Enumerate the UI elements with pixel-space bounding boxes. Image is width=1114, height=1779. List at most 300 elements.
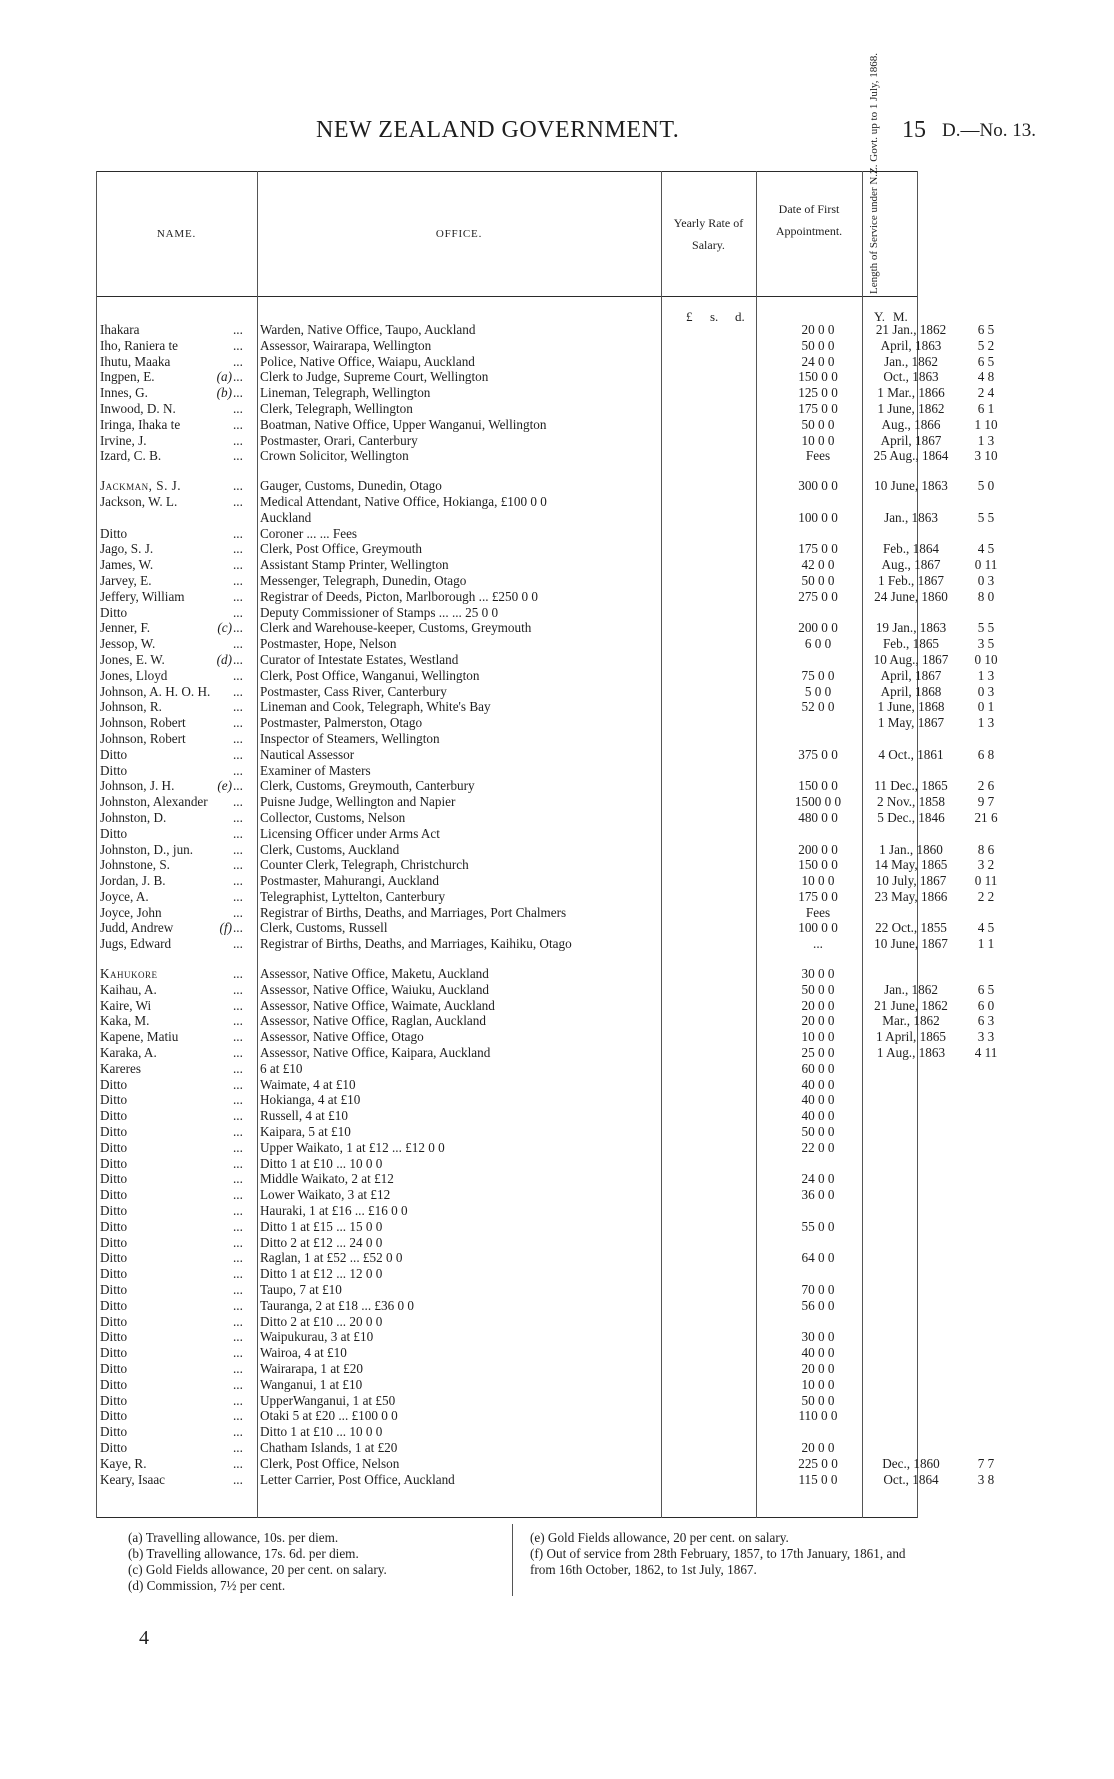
row-office: Medical Attendant, Native Office, Hokianga, £100 0 0 xyxy=(260,493,547,509)
row-note: (a) xyxy=(216,369,232,385)
row-salary: 110 0 0 xyxy=(798,1408,838,1424)
row-date: 1 June, 1868 xyxy=(877,699,945,715)
row-length: 2 4 xyxy=(977,385,995,401)
unit-months: M. xyxy=(893,309,908,324)
row-length: 4 11 xyxy=(974,1045,998,1061)
table-row xyxy=(96,1203,917,1219)
leader-dots: ... xyxy=(233,1060,243,1076)
row-salary: 60 0 0 xyxy=(801,1060,835,1076)
table-row xyxy=(96,920,995,936)
leader-dots: ... xyxy=(233,1139,243,1155)
leader-dots: ... xyxy=(233,1439,243,1455)
table-row xyxy=(96,841,995,858)
row-salary: 150 0 0 xyxy=(798,369,838,385)
row-name: Ditto xyxy=(100,1329,128,1345)
row-office: UpperWanganui, 1 at £50 xyxy=(260,1392,396,1408)
row-office: Coroner ... ... Fees xyxy=(260,525,358,541)
row-length: 7 7 xyxy=(977,1455,995,1471)
table-row xyxy=(96,1124,917,1140)
row-date: 22 Oct., 1855 xyxy=(875,920,947,936)
row-salary: 36 0 0 xyxy=(801,1187,835,1203)
row-length: 0 11 xyxy=(974,557,998,573)
table-row xyxy=(96,997,995,1014)
row-name: Ditto xyxy=(100,525,128,541)
row-office: Telegraphist, Lyttelton, Canterbury xyxy=(260,888,446,904)
row-salary: 200 0 0 xyxy=(798,841,838,857)
row-office: Assessor, Native Office, Otago xyxy=(260,1029,424,1045)
row-length: 8 6 xyxy=(977,841,995,857)
row-name: Jago, S. J. xyxy=(100,541,154,557)
row-office: Clerk, Post Office, Wanganui, Wellington xyxy=(260,667,480,683)
leader-dots: ... xyxy=(233,1013,243,1029)
row-salary: 10 0 0 xyxy=(801,1029,835,1045)
row-office: Gauger, Customs, Dunedin, Otago xyxy=(260,478,442,494)
leader-dots: ... xyxy=(233,1424,243,1440)
leader-dots: ... xyxy=(233,997,243,1013)
row-office: Assessor, Native Office, Waiuku, Auckland xyxy=(260,981,490,997)
row-length: 1 3 xyxy=(977,432,995,448)
row-name: Kaire, Wi xyxy=(100,997,152,1013)
row-office: Clerk, Customs, Greymouth, Canterbury xyxy=(260,778,475,794)
row-office: Lineman and Cook, Telegraph, White's Bay xyxy=(260,699,491,715)
table-row xyxy=(96,353,995,370)
row-name: Karaka, A. xyxy=(100,1045,157,1061)
table-row xyxy=(96,936,995,952)
leader-dots: ... xyxy=(233,888,243,904)
column-header-length: Length of Service under N.Z. Govt. up to 1 July, 1868. xyxy=(868,53,880,294)
row-date: 25 Aug., 1864 xyxy=(873,448,949,464)
row-salary: 20 0 0 xyxy=(801,1439,835,1455)
table-row xyxy=(96,588,995,605)
row-length: 6 0 xyxy=(977,997,995,1013)
row-office: Ditto 2 at £10 ... 20 0 0 xyxy=(260,1313,383,1329)
row-name: Iho, Raniera te xyxy=(100,337,178,353)
row-office: Letter Carrier, Post Office, Auckland xyxy=(260,1471,455,1487)
row-name: Ditto xyxy=(100,1124,128,1140)
row-salary: 175 0 0 xyxy=(798,541,838,557)
table-row xyxy=(96,1219,917,1235)
row-salary: 375 0 0 xyxy=(798,746,838,762)
row-name: Johnson, Robert xyxy=(100,730,186,746)
table-row xyxy=(96,509,995,526)
row-name: Judd, Andrew xyxy=(100,920,174,936)
row-name: Jones, Lloyd xyxy=(100,667,168,683)
row-name: Ditto xyxy=(100,1424,128,1440)
row-date: Aug., 1866 xyxy=(881,416,941,432)
row-length: 5 5 xyxy=(977,620,995,636)
row-salary: 24 0 0 xyxy=(801,353,835,369)
row-length: 6 3 xyxy=(977,1013,995,1029)
table-top-rule xyxy=(96,171,917,172)
table-row xyxy=(96,494,917,510)
row-length: 5 2 xyxy=(977,337,995,353)
row-name: Ditto xyxy=(100,1376,128,1392)
row-date: 21 June, 1862 xyxy=(874,997,948,1013)
row-salary: 30 0 0 xyxy=(801,1329,835,1345)
row-salary: 40 0 0 xyxy=(801,1108,835,1124)
row-office: Ditto 2 at £12 ... 24 0 0 xyxy=(260,1234,383,1250)
table-row xyxy=(96,794,995,810)
footnote-divider xyxy=(512,1524,513,1596)
row-length: 3 8 xyxy=(977,1471,995,1487)
column-header-office: OFFICE. xyxy=(435,228,483,240)
row-salary: Fees xyxy=(805,448,831,464)
table-row xyxy=(96,1314,917,1330)
table-row xyxy=(96,636,995,652)
row-name: James, W. xyxy=(100,557,154,573)
leader-dots: ... xyxy=(233,1376,243,1392)
row-name: Ditto xyxy=(100,1361,128,1376)
row-note: (c) xyxy=(217,620,232,636)
leader-dots: ... xyxy=(233,1218,243,1234)
row-name: Innes, G. xyxy=(100,385,148,401)
row-date: 2 Nov., 1858 xyxy=(876,794,945,810)
row-name: Ditto xyxy=(100,1234,128,1250)
row-name: Jugs, Edward xyxy=(100,936,172,952)
leader-dots: ... xyxy=(233,572,243,588)
row-name: Kaka, M. xyxy=(100,1013,150,1029)
row-length: 4 8 xyxy=(977,369,995,385)
page-number-top: 15 xyxy=(902,117,926,143)
unit-pence: d. xyxy=(735,309,745,324)
row-name: Ditto xyxy=(100,1439,128,1455)
footnote-f: (f) Out of service from 28th February, 1857, to 17th January, 1861, and from 16th October, 1862, to 1st July, 1867. xyxy=(530,1546,906,1577)
row-length: 6 5 xyxy=(977,981,995,997)
row-date: Jan., 1862 xyxy=(884,353,938,369)
leader-dots: ... xyxy=(233,541,243,557)
row-date: 10 June, 1867 xyxy=(874,936,948,952)
table-row xyxy=(96,1156,917,1172)
row-salary: 70 0 0 xyxy=(801,1282,835,1298)
leader-dots: ... xyxy=(233,1124,243,1140)
footnote-b: (b) Travelling allowance, 17s. 6d. per diem. xyxy=(128,1546,359,1561)
row-length: 1 3 xyxy=(977,667,995,683)
leader-dots: ... xyxy=(233,857,243,873)
row-name: Ditto xyxy=(100,1187,128,1203)
table-row xyxy=(96,667,995,684)
row-office: Taupo, 7 at £10 xyxy=(260,1282,342,1298)
row-note: (f) xyxy=(219,920,232,936)
table-row xyxy=(96,1455,995,1472)
table-row xyxy=(96,400,995,417)
table-row xyxy=(96,1092,917,1108)
column-header-name: NAME. xyxy=(156,228,197,240)
row-length: 6 8 xyxy=(977,746,995,762)
row-name: Jordan, J. B. xyxy=(100,873,166,889)
row-office: Postmaster, Mahurangi, Auckland xyxy=(260,873,439,889)
row-date: Jan., 1863 xyxy=(884,509,938,525)
leader-dots: ... xyxy=(233,966,243,982)
footnote-e: (e) Gold Fields allowance, 20 per cent. on salary. xyxy=(530,1530,789,1545)
row-date: 23 May, 1866 xyxy=(874,888,948,904)
row-length: 0 3 xyxy=(977,572,995,588)
unit-shillings: s. xyxy=(710,309,719,324)
table-row xyxy=(96,731,917,747)
table-row xyxy=(96,1029,995,1045)
row-name: Ditto xyxy=(100,1250,128,1266)
row-salary: 5 0 0 xyxy=(804,683,832,699)
table-row xyxy=(96,873,998,889)
row-length: 2 6 xyxy=(977,778,995,794)
row-office: Hauraki, 1 at £16 ... £16 0 0 xyxy=(260,1203,408,1219)
row-length: 6 5 xyxy=(977,353,995,369)
row-date: 1 May, 1867 xyxy=(877,715,945,731)
row-office: 6 at £10 xyxy=(260,1060,303,1076)
row-office: Warden, Native Office, Taupo, Auckland xyxy=(260,322,476,337)
leader-dots: ... xyxy=(233,322,243,337)
row-length: 6 1 xyxy=(977,400,995,416)
leader-dots: ... xyxy=(233,936,243,952)
row-name: Johnson, Robert xyxy=(100,715,186,731)
row-name: Kapene, Matiu xyxy=(100,1029,179,1045)
table-row xyxy=(96,369,995,385)
header-bottom-rule xyxy=(96,296,917,297)
leader-dots: ... xyxy=(233,1092,243,1108)
row-salary: 175 0 0 xyxy=(798,888,838,904)
footnote-d: (d) Commission, 7½ per cent. xyxy=(128,1578,286,1593)
table-row xyxy=(96,572,995,589)
row-office: Postmaster, Cass River, Canterbury xyxy=(260,683,447,699)
leader-dots: ... xyxy=(233,493,243,509)
row-name: Inwood, D. N. xyxy=(100,400,176,416)
row-date: 14 May, 1865 xyxy=(874,857,948,873)
row-date: 1 Jan., 1860 xyxy=(879,841,943,857)
table-row xyxy=(96,1282,917,1298)
leader-dots: ... xyxy=(233,651,243,667)
row-salary: 50 0 0 xyxy=(801,1392,835,1408)
leader-dots: ... xyxy=(233,1234,243,1250)
footnotes-right xyxy=(530,1530,910,1578)
row-office: Upper Waikato, 1 at £12 ... £12 0 0 xyxy=(260,1139,445,1155)
row-length: 0 1 xyxy=(977,699,995,715)
row-date: 10 Aug., 1867 xyxy=(873,651,949,667)
row-date: 4 Oct., 1861 xyxy=(878,746,944,762)
leader-dots: ... xyxy=(233,1108,243,1124)
leader-dots: ... xyxy=(233,667,243,683)
table-row xyxy=(96,1171,917,1187)
row-name: Keary, Isaac xyxy=(100,1471,166,1487)
table-row xyxy=(96,715,995,731)
row-date: 1 June, 1862 xyxy=(877,400,945,416)
row-name: Jones, E. W. xyxy=(100,651,165,667)
row-office: Kaipara, 5 at £10 xyxy=(260,1124,351,1140)
leader-dots: ... xyxy=(233,604,243,620)
table-row xyxy=(96,683,995,700)
row-name: Jarvey, E. xyxy=(100,572,152,588)
row-salary: 100 0 0 xyxy=(798,509,838,525)
row-office: Clerk, Post Office, Nelson xyxy=(260,1455,400,1471)
table-row xyxy=(96,1298,917,1314)
row-length: 4 5 xyxy=(977,541,995,557)
row-office: Auckland xyxy=(260,509,312,525)
row-name: Jackson, W. L. xyxy=(100,493,178,509)
row-name: Ditto xyxy=(100,1139,128,1155)
table-row xyxy=(96,1013,995,1029)
leader-dots: ... xyxy=(233,1187,243,1203)
row-office: Tauranga, 2 at £18 ... £36 0 0 xyxy=(260,1297,414,1313)
row-office: Waipukurau, 3 at £10 xyxy=(260,1329,374,1345)
row-salary: ... xyxy=(813,936,823,952)
table-row xyxy=(96,1266,917,1282)
table-row xyxy=(96,337,995,354)
row-name: Ingpen, E. xyxy=(100,369,155,385)
page-number-bottom: 4 xyxy=(139,1627,149,1649)
leader-dots: ... xyxy=(233,715,243,731)
table-row xyxy=(96,322,995,338)
row-salary: 30 0 0 xyxy=(801,966,835,982)
row-name: Ditto xyxy=(100,1297,128,1313)
leader-dots: ... xyxy=(233,746,243,762)
document-title: NEW ZEALAND GOVERNMENT. xyxy=(316,117,680,143)
row-name: Jackman, S. J. xyxy=(100,478,182,494)
row-office: Lineman, Telegraph, Wellington xyxy=(260,385,431,401)
row-office: Police, Native Office, Waiapu, Auckland xyxy=(260,353,475,369)
row-length: 1 10 xyxy=(974,416,998,432)
table-row xyxy=(96,1235,917,1251)
row-salary: 24 0 0 xyxy=(801,1171,835,1187)
row-length: 21 6 xyxy=(974,809,998,825)
row-salary: 200 0 0 xyxy=(798,620,838,636)
row-date: 21 Jan., 1862 xyxy=(875,322,947,337)
row-salary: 115 0 0 xyxy=(798,1471,838,1487)
leader-dots: ... xyxy=(233,825,243,841)
row-length: 3 5 xyxy=(977,636,995,652)
row-date: Oct., 1864 xyxy=(883,1471,939,1487)
leader-dots: ... xyxy=(233,1155,243,1171)
table-row xyxy=(96,905,917,921)
table-row xyxy=(96,1329,917,1345)
row-salary: 225 0 0 xyxy=(798,1455,838,1471)
column-header-date: Date of First Appointment. xyxy=(775,202,843,238)
row-name: Jenner, F. xyxy=(100,620,151,636)
table-row xyxy=(96,541,995,557)
leader-dots: ... xyxy=(233,1282,243,1298)
footnotes-left xyxy=(128,1530,508,1594)
leader-dots: ... xyxy=(233,369,243,385)
row-office: Ditto 1 at £15 ... 15 0 0 xyxy=(260,1218,383,1234)
row-office: Assessor, Native Office, Waimate, Auckland xyxy=(260,997,495,1013)
row-office: Wairoa, 4 at £10 xyxy=(260,1345,347,1361)
row-note: (e) xyxy=(217,778,232,794)
row-name: Ditto xyxy=(100,1155,128,1171)
leader-dots: ... xyxy=(233,400,243,416)
row-office: Assistant Stamp Printer, Wellington xyxy=(260,557,449,573)
table-row xyxy=(96,1408,917,1424)
table-row xyxy=(96,1187,917,1203)
row-salary: 125 0 0 xyxy=(798,385,838,401)
row-salary: 300 0 0 xyxy=(798,478,838,494)
row-name: Jessop, W. xyxy=(100,636,156,652)
row-name: Kaye, R. xyxy=(100,1455,147,1471)
row-date: Oct., 1863 xyxy=(883,369,939,385)
row-date: 19 Jan., 1863 xyxy=(875,620,947,636)
row-name: Iringa, Ihaka te xyxy=(100,416,181,432)
leader-dots: ... xyxy=(233,778,243,794)
table-row xyxy=(96,385,995,401)
leader-dots: ... xyxy=(233,873,243,889)
row-date: April, 1867 xyxy=(880,432,942,448)
row-length: 4 5 xyxy=(977,920,995,936)
row-length: 3 10 xyxy=(974,448,998,464)
row-name: Ditto xyxy=(100,825,128,841)
leader-dots: ... xyxy=(233,699,243,715)
leader-dots: ... xyxy=(233,981,243,997)
leader-dots: ... xyxy=(233,1171,243,1187)
table-row xyxy=(96,416,998,433)
table-row xyxy=(96,1471,995,1488)
row-name: Ditto xyxy=(100,1092,128,1108)
row-office: Inspector of Steamers, Wellington xyxy=(260,730,440,746)
row-date: April, 1868 xyxy=(880,683,942,699)
row-date: 10 July, 1867 xyxy=(875,873,947,889)
row-office: Registrar of Deeds, Picton, Marlborough ... £250 0 0 xyxy=(260,588,538,604)
row-office: Ditto 1 at £10 ... 10 0 0 xyxy=(260,1155,383,1171)
table-bottom-rule xyxy=(96,1517,917,1518)
row-office: Curator of Intestate Estates, Westland xyxy=(260,651,459,667)
table-row xyxy=(96,826,917,842)
row-name: Ditto xyxy=(100,1345,128,1361)
row-office: Assessor, Wairarapa, Wellington xyxy=(260,337,432,353)
row-name: Ditto xyxy=(100,1313,128,1329)
table-row xyxy=(96,1393,917,1409)
leader-dots: ... xyxy=(233,762,243,778)
row-name: Ditto xyxy=(100,762,128,778)
row-length: 1 3 xyxy=(977,715,995,731)
row-salary: 75 0 0 xyxy=(801,667,835,683)
leader-dots: ... xyxy=(233,1329,243,1345)
table-row xyxy=(96,478,995,494)
row-salary: 20 0 0 xyxy=(801,1361,835,1376)
row-office: Counter Clerk, Telegraph, Christchurch xyxy=(260,857,469,873)
row-length: 3 2 xyxy=(977,857,995,873)
table-row xyxy=(96,605,917,621)
table-row xyxy=(96,432,995,449)
table-row xyxy=(96,888,995,905)
leader-dots: ... xyxy=(233,636,243,652)
row-length: 5 5 xyxy=(977,509,995,525)
row-name: Ditto xyxy=(100,1282,128,1298)
row-name: Ditto xyxy=(100,1408,128,1424)
row-salary: 40 0 0 xyxy=(801,1345,835,1361)
row-name: Johnston, D., jun. xyxy=(100,841,194,857)
row-office: Clerk, Customs, Auckland xyxy=(260,841,400,857)
row-length: 0 10 xyxy=(974,651,998,667)
table-row xyxy=(96,1345,917,1361)
row-salary: 6 0 0 xyxy=(804,636,832,652)
leader-dots: ... xyxy=(233,1361,243,1376)
row-office: Boatman, Native Office, Upper Wanganui, Wellington xyxy=(260,416,547,432)
row-salary: 20 0 0 xyxy=(801,997,835,1013)
row-date: 1 Mar., 1866 xyxy=(877,385,945,401)
row-salary: 10 0 0 xyxy=(801,432,835,448)
row-office: Licensing Officer under Arms Act xyxy=(260,825,440,841)
row-name: Johnstone, S. xyxy=(100,857,170,873)
leader-dots: ... xyxy=(233,1455,243,1471)
table-row xyxy=(96,857,995,873)
row-office: Clerk, Customs, Russell xyxy=(260,920,388,936)
leader-dots: ... xyxy=(233,1045,243,1061)
row-office: Russell, 4 at £10 xyxy=(260,1108,348,1124)
row-salary: 50 0 0 xyxy=(801,981,835,997)
row-office: Postmaster, Orari, Canterbury xyxy=(260,432,418,448)
row-office: Crown Solicitor, Wellington xyxy=(260,448,409,464)
row-office: Clerk and Warehouse-keeper, Customs, Greymouth xyxy=(260,620,532,636)
row-length: 0 11 xyxy=(974,873,998,889)
row-office: Assessor, Native Office, Maketu, Auckland xyxy=(260,966,489,982)
row-date: 24 June, 1860 xyxy=(874,588,948,604)
row-name: Jeffery, William xyxy=(100,588,185,604)
row-name: Ditto xyxy=(100,1266,128,1282)
